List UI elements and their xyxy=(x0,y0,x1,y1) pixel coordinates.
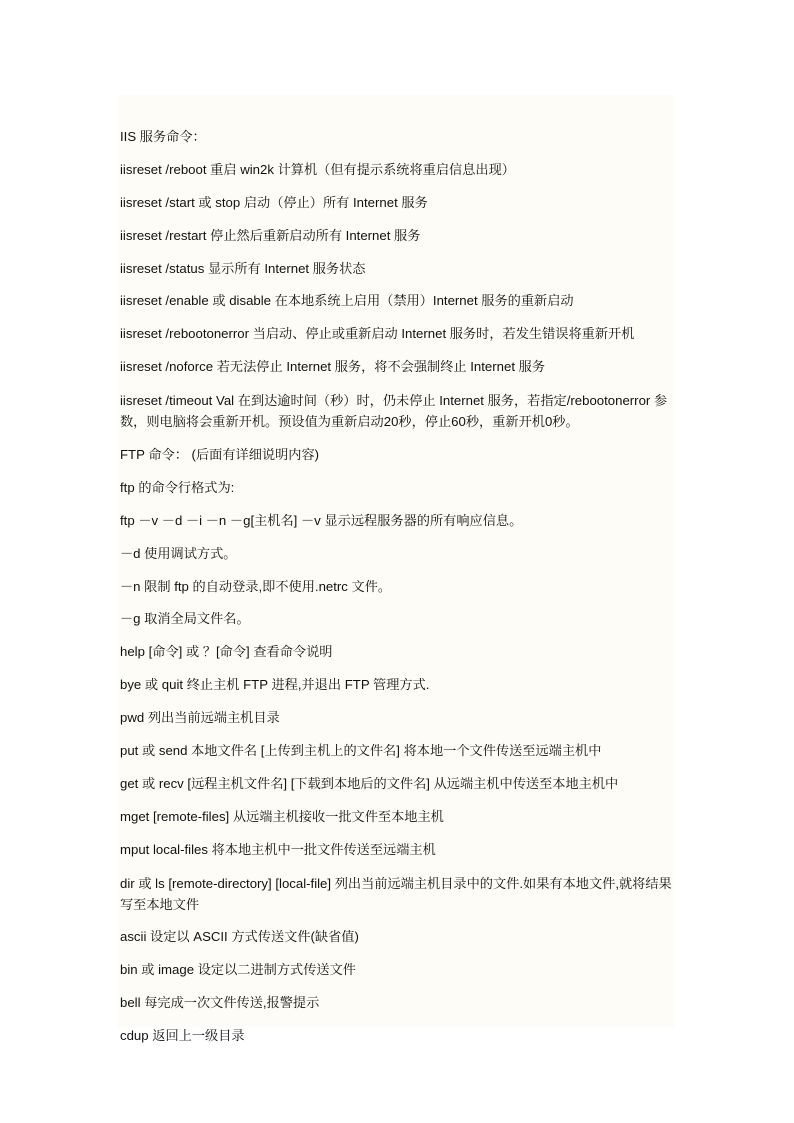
doc-line: ftp 的命令行格式为: xyxy=(120,479,235,495)
doc-line: bell 每完成一次文件传送,报警提示 xyxy=(120,995,320,1011)
doc-line: dir 或 ls [remote-directory] [local-file] 列出当前远端主机目录中的文件.如果有本地文件,就将结果写至本地文件 xyxy=(120,875,672,912)
doc-line: iisreset /restart 停止然后重新启动所有 Internet 服务 xyxy=(120,227,421,243)
doc-line: put 或 send 本地文件名 [上传到主机上的文件名] 将本地一个文件传送至远端主机中 xyxy=(120,743,602,759)
doc-line: get 或 recv [远程主机文件名] [下载到本地后的文件名] 从远端主机中传送至本地主机中 xyxy=(120,775,619,791)
doc-line: cdup 返回上一级目录 xyxy=(120,1028,245,1044)
doc-line: mget [remote-files] 从远端主机接收一批文件至本地主机 xyxy=(120,808,444,824)
doc-line: iisreset /reboot 重启 win2k 计算机（但有提示系统将重启信息出现） xyxy=(120,161,515,177)
doc-line: FTP 命令： (后面有详细说明内容) xyxy=(120,447,320,463)
doc-line: IIS 服务命令： xyxy=(120,129,206,144)
doc-line: ftp －v －d －i －n －g[主机名] －v 显示远程服务器的所有响应信息。 xyxy=(120,512,523,528)
doc-line: bin 或 image 设定以二进制方式传送文件 xyxy=(120,962,356,978)
doc-line: ascii 设定以 ASCII 方式传送文件(缺省值) xyxy=(120,929,359,945)
doc-line: mput local-files 将本地主机中一批文件传送至远端主机 xyxy=(120,841,436,857)
doc-line: iisreset /noforce 若无法停止 Internet 服务，将不会强制终止 Internet 服务 xyxy=(120,359,546,375)
doc-line: iisreset /rebootonerror 当启动、停止或重新启动 Internet 服务时，若发生错误将重新开机 xyxy=(120,326,635,342)
document-body xyxy=(120,127,682,1059)
doc-line: －d 使用调试方式。 xyxy=(120,545,237,561)
doc-line: pwd 列出当前远端主机目录 xyxy=(120,710,280,726)
doc-line: help [命令] 或 ？[命令] 查看命令说明 xyxy=(120,644,333,660)
doc-line: iisreset /start 或 stop 启动（停止）所有 Internet 服务 xyxy=(120,194,428,210)
doc-line: －g 取消全局文件名。 xyxy=(120,611,250,627)
doc-line: iisreset /status 显示所有 Internet 服务状态 xyxy=(120,260,366,276)
doc-line: iisreset /enable 或 disable 在本地系统上启用（禁用）Internet 服务的重新启动 xyxy=(120,293,574,309)
doc-line: －n 限制 ftp 的自动登录,即不使用.netrc 文件。 xyxy=(120,578,392,594)
doc-line: iisreset /timeout Val 在到达逾时间（秒）时，仍未停止 Internet 服务，若指定/rebootonerror 参数，则电脑将会重新开机。预设值为重新启动20秒，停止60秒，重新开机0秒。 xyxy=(120,393,668,430)
doc-line: bye 或 quit 终止主机 FTP 进程,并退出 FTP 管理方式. xyxy=(120,677,430,693)
